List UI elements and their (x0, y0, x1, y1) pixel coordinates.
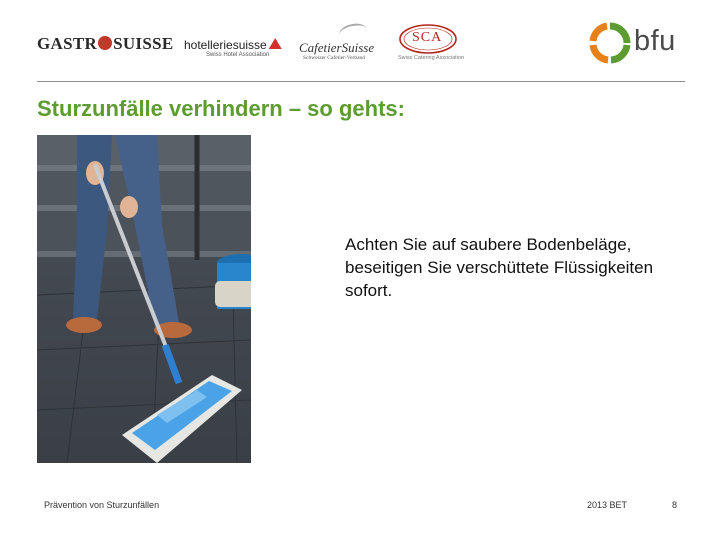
sca-logo-sub: Swiss Catering Association (398, 55, 465, 61)
hotelleriesuisse-logo-text: hotelleriesuisse (184, 38, 267, 52)
gastrosuisse-logo-part1: GASTR (37, 34, 98, 53)
mopping-photo-illustration (37, 135, 251, 463)
gastrosuisse-logo-part2: SUISSE (113, 34, 174, 53)
footer-date: 2013 BET (587, 500, 628, 510)
mopping-photo (37, 135, 251, 463)
bfu-logo (588, 22, 688, 64)
bfu-ring-icon (588, 22, 632, 64)
cafetier-suisse-logo (299, 40, 375, 61)
bfu-logo-text: bfu (634, 25, 676, 57)
hotelleriesuisse-logo (184, 38, 282, 58)
hotelleriesuisse-logo-sub: Swiss Hotel Association (206, 52, 270, 58)
cafetier-logo-sub: Schweizer Cafetier-Verband (303, 55, 366, 61)
header-divider (37, 81, 685, 82)
cafetier-logo-text: CafetierSuisse (299, 40, 375, 55)
slide-body-text: Achten Sie auf saubere Bodenbeläge, beseitigen Sie verschüttete Flüssigkeiten sofort. (345, 235, 654, 300)
gastrosuisse-seal-icon (98, 36, 112, 50)
footer-title: Prävention von Sturzunfällen (44, 500, 160, 510)
page-number: 8 (672, 500, 678, 510)
sca-logo (398, 24, 465, 61)
sca-logo-text: SCA (412, 30, 443, 45)
swiss-roof-icon (269, 38, 282, 49)
gastrosuisse-logo (37, 34, 173, 54)
slide-title: Sturzunfälle verhindern – so gehts: (37, 96, 405, 121)
